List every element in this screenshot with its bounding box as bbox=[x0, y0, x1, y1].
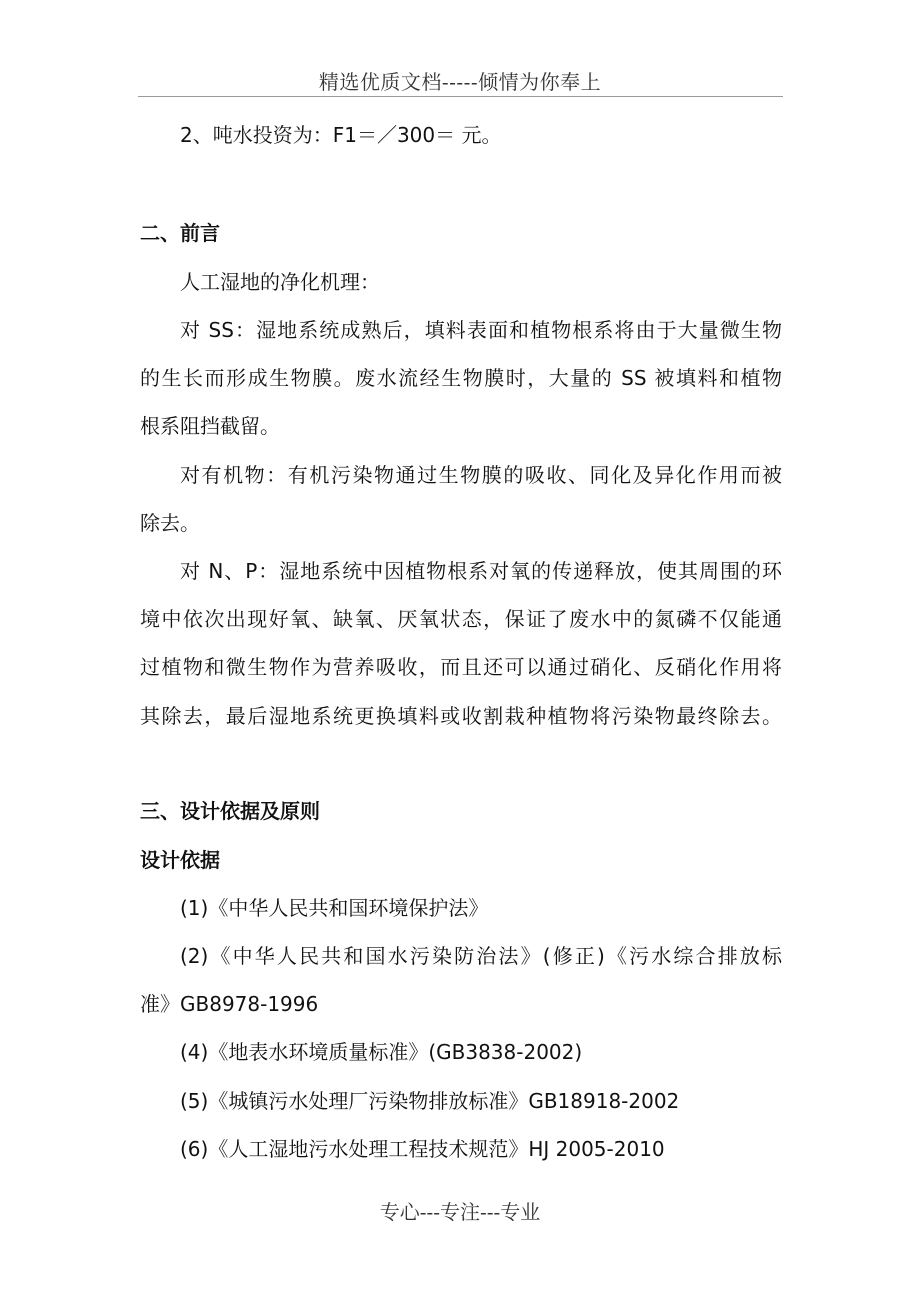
basis-item-2-line-2: 准》GB8978-1996 bbox=[140, 992, 319, 1016]
investment-line: 2、吨水投资为：F1＝／300＝ 元。 bbox=[180, 123, 502, 147]
ss-paragraph-line-1: 对 SS：湿地系统成熟后，填料表面和植物根系将由于大量微生物 bbox=[180, 318, 782, 342]
basis-item-4: (4)《地表水环境质量标准》(GB3838-2002) bbox=[180, 1040, 583, 1064]
section-3-heading: 三、设计依据及原则 bbox=[140, 799, 320, 823]
np-paragraph-line-1: 对 N、P：湿地系统中因植物根系对氧的传递释放，使其周围的环 bbox=[180, 559, 782, 583]
section-2-intro: 人工湿地的净化机理： bbox=[180, 270, 380, 294]
organic-paragraph-line-1: 对有机物：有机污染物通过生物膜的吸收、同化及异化作用而被 bbox=[180, 463, 782, 487]
organic-paragraph-line-2: 除去。 bbox=[140, 511, 200, 535]
basis-item-1: (1)《中华人民共和国环境保护法》 bbox=[180, 896, 489, 920]
page-header: 精选优质文档-----倾情为你奉上 bbox=[318, 70, 602, 94]
np-paragraph-line-2: 境中依次出现好氧、缺氧、厌氧状态，保证了废水中的氮磷不仅能通 bbox=[140, 607, 782, 631]
basis-item-6: (6)《人工湿地污水处理工程技术规范》HJ 2005-2010 bbox=[180, 1137, 665, 1161]
basis-item-5: (5)《城镇污水处理厂污染物排放标准》GB18918-2002 bbox=[180, 1089, 680, 1113]
ss-paragraph-line-2: 的生长而形成生物膜。废水流经生物膜时，大量的 SS 被填料和植物 bbox=[140, 366, 782, 390]
np-paragraph-line-4: 其除去，最后湿地系统更换填料或收割栽种植物将污染物最终除去。 bbox=[140, 704, 782, 728]
page-footer: 专心---专注---专业 bbox=[379, 1200, 541, 1224]
ss-paragraph-line-3: 根系阻挡截留。 bbox=[140, 414, 280, 438]
section-2-heading: 二、前言 bbox=[140, 221, 220, 245]
np-paragraph-line-3: 过植物和微生物作为营养吸收，而且还可以通过硝化、反硝化作用将 bbox=[140, 655, 782, 679]
basis-item-2-line-1: (2)《中华人民共和国水污染防治法》(修正)《污水综合排放标 bbox=[180, 944, 782, 968]
design-basis-subheading: 设计依据 bbox=[140, 848, 220, 872]
header-divider bbox=[138, 96, 783, 97]
